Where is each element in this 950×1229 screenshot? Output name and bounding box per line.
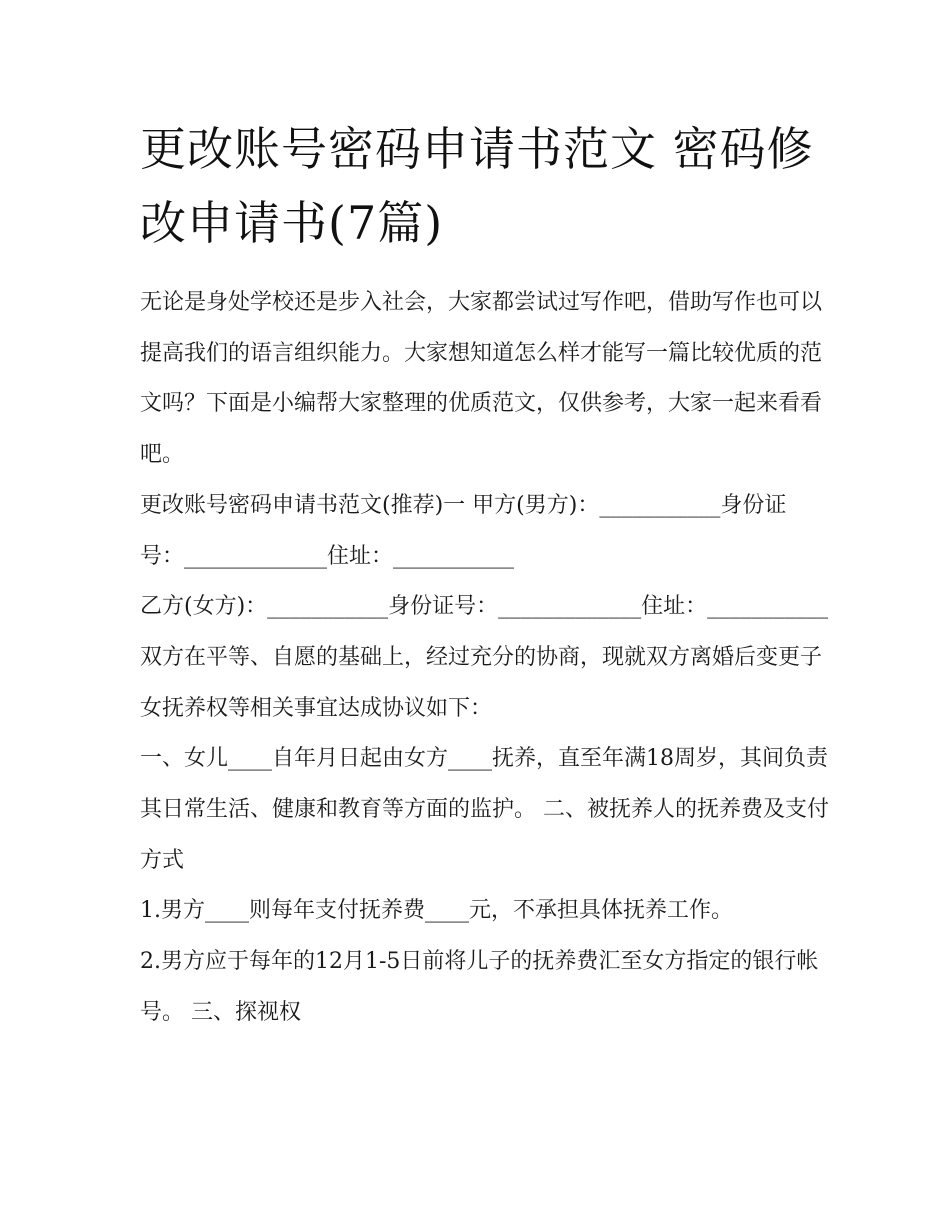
agreement-preamble-paragraph: 双方在平等、自愿的基础上，经过充分的协商，现就双方离婚后变更子女抚养权等相关事宜达成协议如下： bbox=[140, 644, 823, 721]
party-a-paragraph: 更改账号密码申请书范文(推荐)一 甲方(男方)：___________身份证号：_____________住址：___________ bbox=[140, 492, 787, 569]
clause-payment-2-paragraph: 2.男方应于每年的12月1-5日前将儿子的抚养费汇至女方指定的银行帐号。 三、探视权 bbox=[140, 949, 819, 1025]
clause-payment-1-paragraph: 1.男方____则每年支付抚养费____元，不承担具体抚养工作。 bbox=[140, 898, 733, 924]
party-b-paragraph: 乙方(女方)：___________身份证号：_____________住址：___________ bbox=[140, 594, 829, 620]
document-body bbox=[140, 278, 830, 1039]
intro-paragraph: 无论是身处学校还是步入社会，大家都尝试过写作吧，借助写作也可以提高我们的语言组织能力。大家想知道怎么样才能写一篇比较优质的范文吗？下面是小编帮大家整理的优质范文，仅供参考，大家一起来看看吧。 bbox=[140, 290, 823, 468]
document-title: 更改账号密码申请书范文 密码修改申请书(7篇) bbox=[140, 122, 814, 250]
clause-one-paragraph: 一、女儿____自年月日起由女方____抚养，直至年满18周岁，其间负责其日常生活、健康和教育等方面的监护。 二、被抚养人的抚养费及支付方式 bbox=[140, 746, 829, 873]
